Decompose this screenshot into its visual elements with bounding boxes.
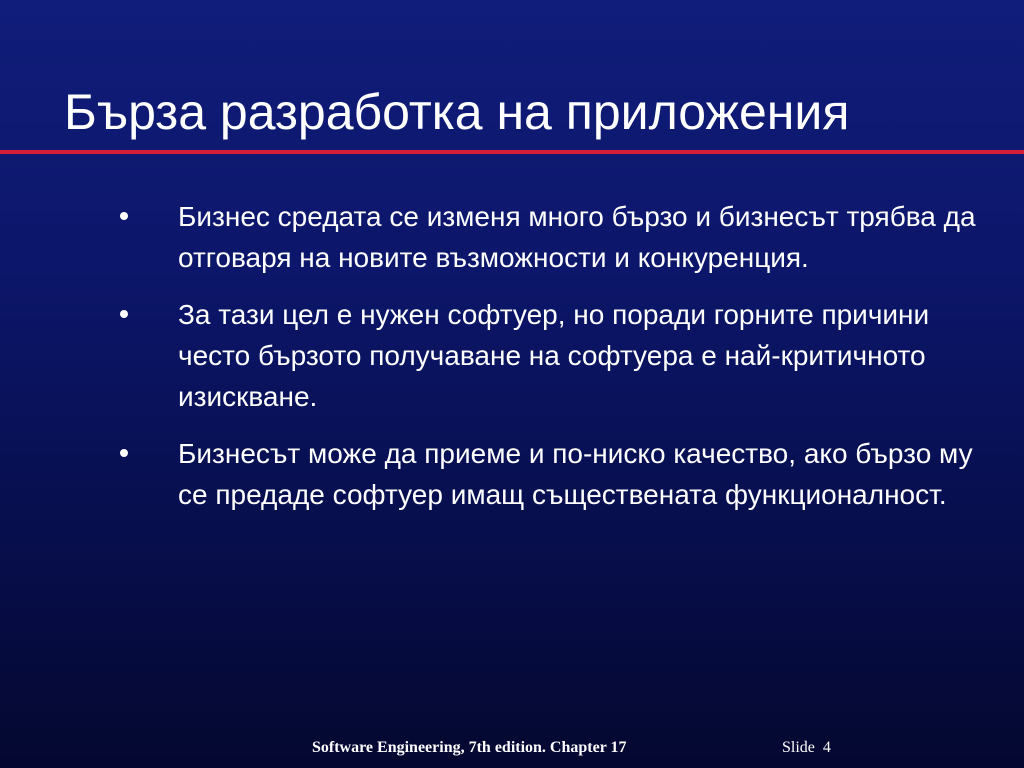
footer-course-title: Software Engineering, 7th edition. Chapter 17	[312, 739, 627, 756]
title-underline	[0, 150, 1024, 154]
bullet-text: Бизнес средата се изменя много бързо и бизнесът трябва да отговаря на новите възможности и конкуренция.	[178, 201, 976, 273]
bullet-dot-icon	[120, 449, 128, 457]
bullet-text: За тази цел е нужен софтуер, но поради горните причини често бързото получаване на софтуера е най-критичното изискване.	[178, 299, 930, 412]
bullet-list	[118, 196, 998, 531]
bullet-dot-icon	[120, 310, 128, 318]
slide-title: Бърза разработка на приложения	[64, 84, 850, 140]
bullet-item	[118, 433, 998, 515]
footer-slide-number: Slide 4	[782, 739, 831, 756]
bullet-item	[118, 294, 998, 417]
bullet-item	[118, 196, 998, 278]
bullet-dot-icon	[120, 212, 128, 220]
bullet-text: Бизнесът може да приеме и по-ниско качество, ако бързо му се предаде софтуер имащ съществената функционалност.	[178, 438, 973, 510]
